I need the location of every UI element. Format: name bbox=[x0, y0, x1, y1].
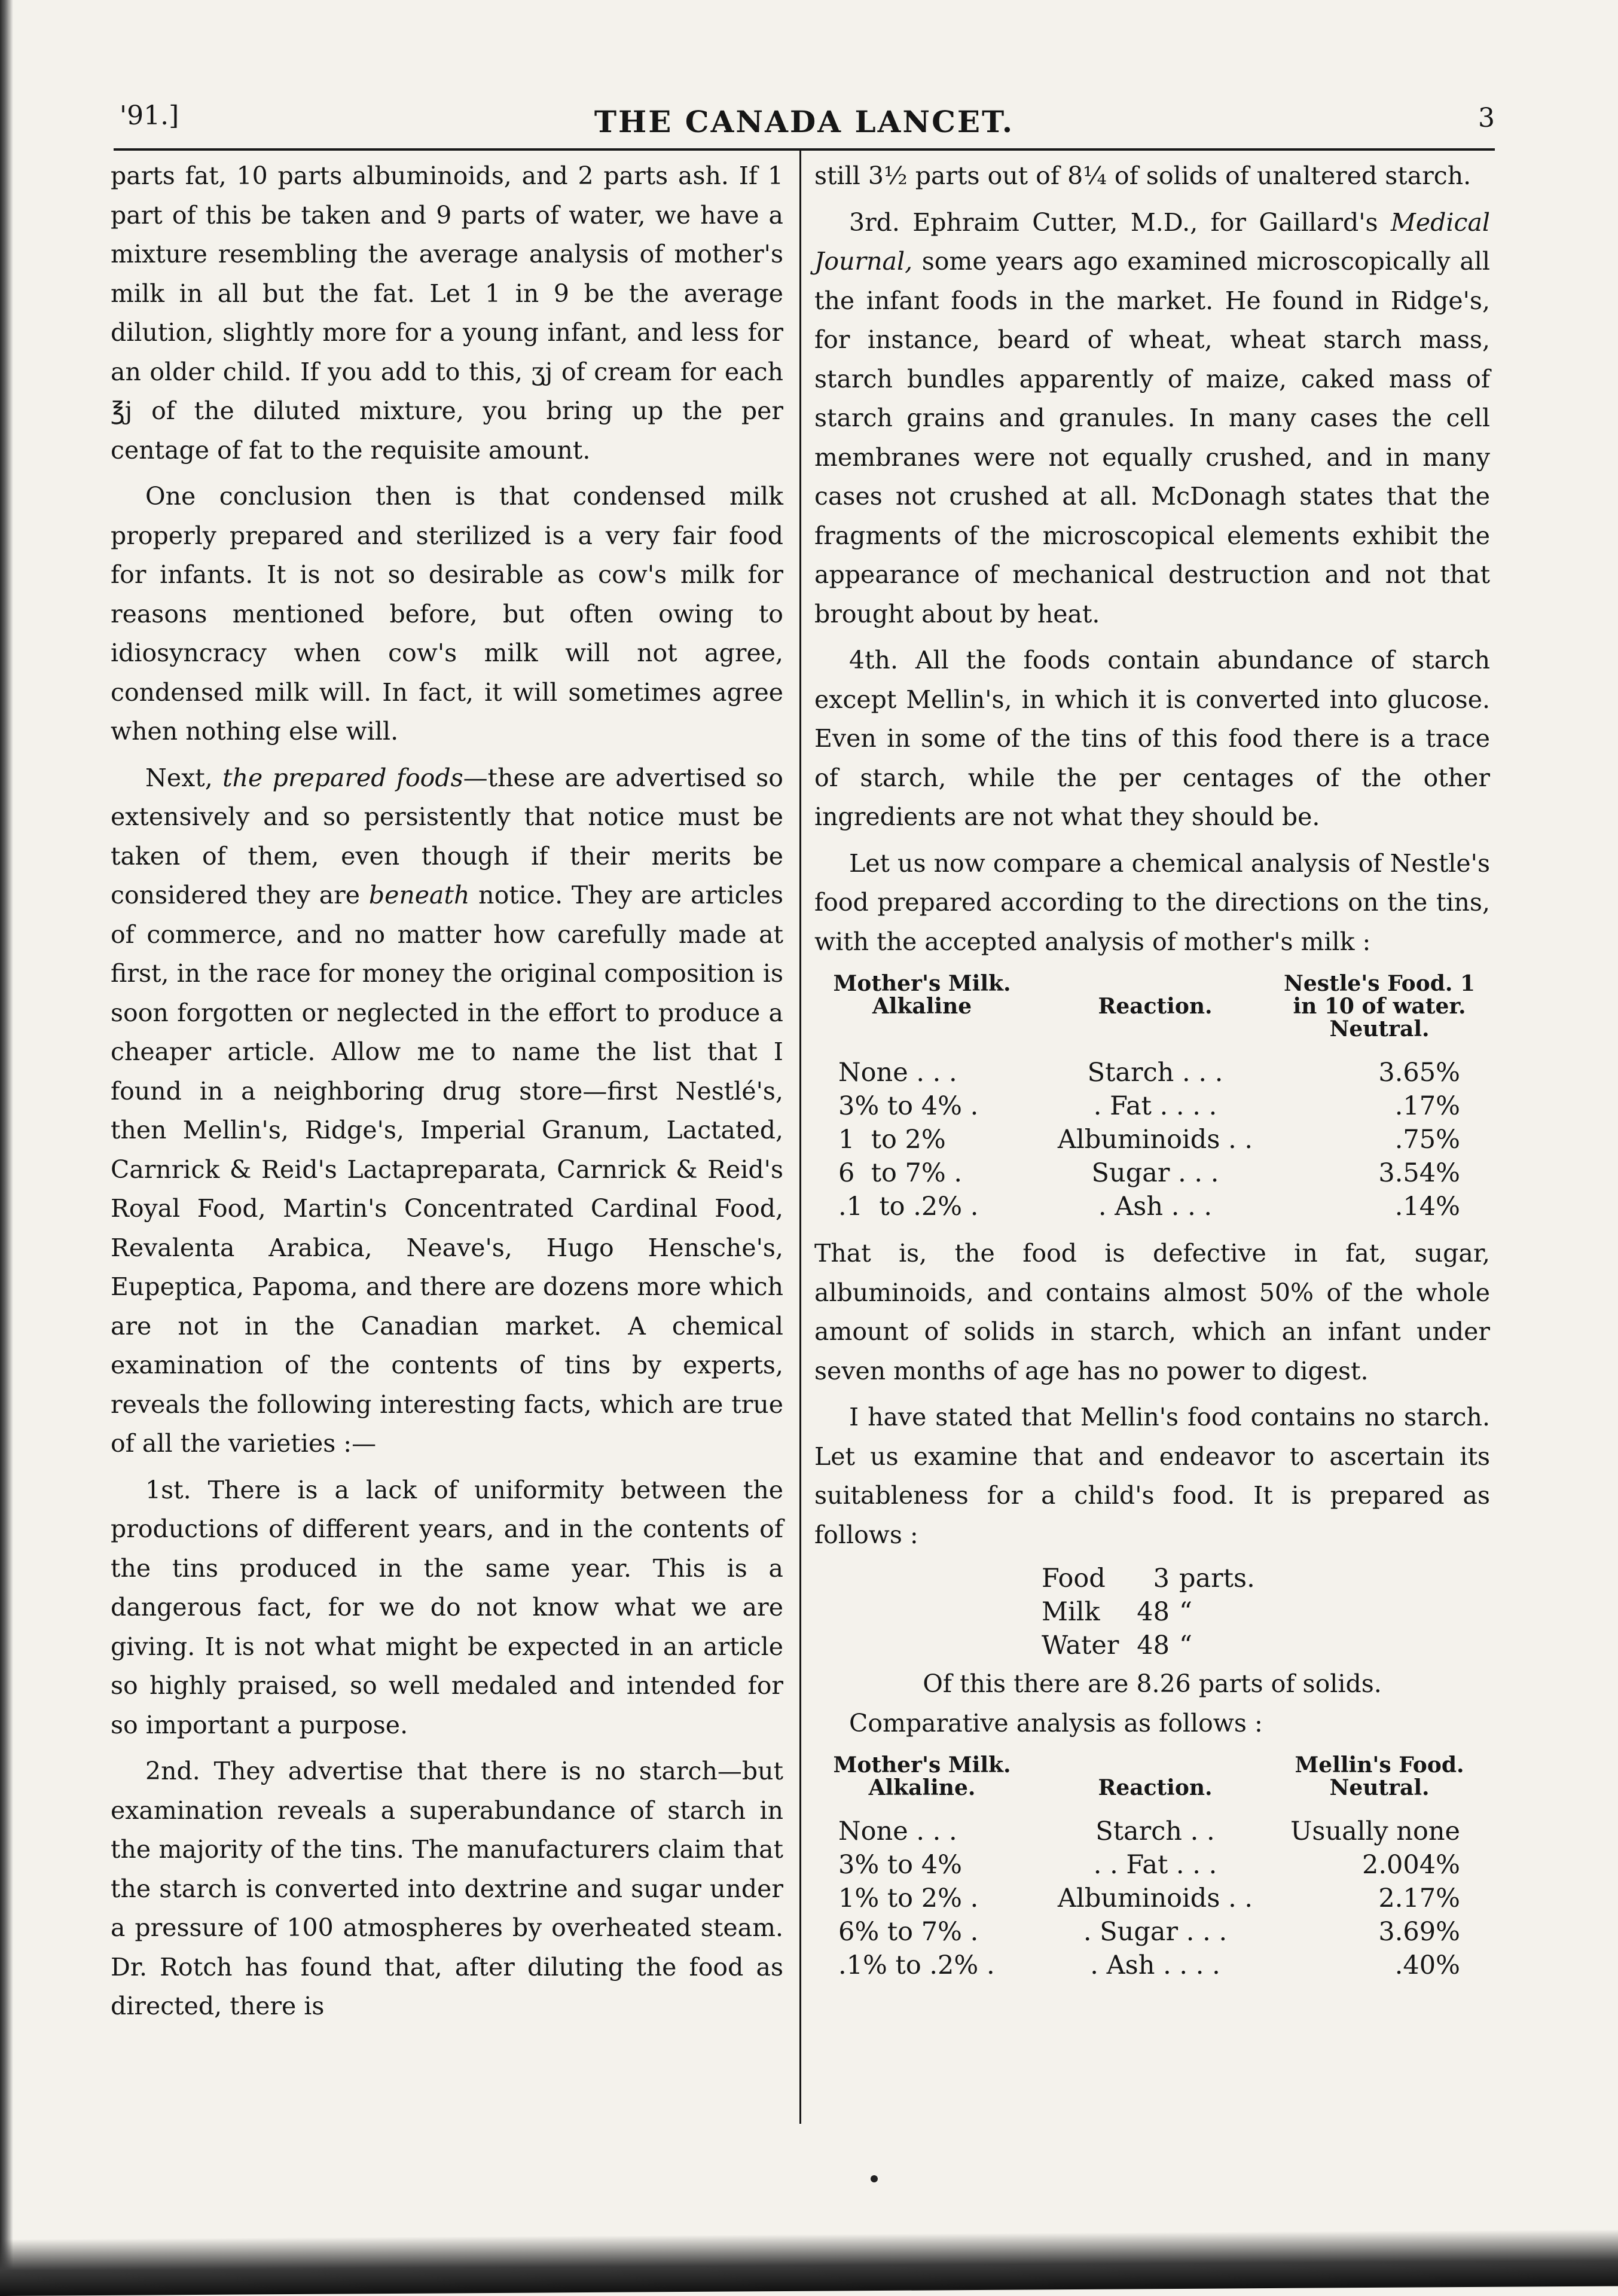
column-header: Reaction. bbox=[1098, 1775, 1213, 1800]
column-header: Mellin's Food. Neutral. bbox=[1295, 1752, 1464, 1800]
right-column bbox=[814, 157, 1490, 1993]
column-divider bbox=[799, 151, 801, 2124]
solids-line: Of this there are 8.26 parts of solids. bbox=[923, 1669, 1382, 1698]
paragraph: 2nd. They advertise that there is no starch—but examination reveals a superabundance of starch in the majority of the tins. The manufacturers claim that the starch is converted into dextrine and sugar under a pressure of 100 atmospheres by overheated steam. Dr. Rotch has found that, after diluting the food as directed, there is bbox=[111, 1757, 783, 2020]
recipe-row: Food 3 parts. bbox=[1042, 1564, 1255, 1593]
recipe-row: Water 48 “ bbox=[1042, 1631, 1192, 1660]
column-header: Nestle's Food. 1 in 10 of water. Neutral. bbox=[1283, 971, 1475, 1042]
table-row: 1 to 2% Albuminoids . . .75% bbox=[838, 1125, 1460, 1155]
italic-text: Medical Journal, bbox=[814, 207, 1490, 276]
ink-dot bbox=[871, 2175, 878, 2182]
page-header bbox=[114, 96, 1495, 144]
paragraph: 4th. All the foods contain abundance of starch except Mellin's, in which it is converted into glucose. Even in some of the tins of this food there is a trace of starch, while the per centages of the other ingredients are not what they should be. bbox=[814, 646, 1490, 831]
scan-left-edge bbox=[0, 0, 13, 2296]
italic-text: beneath bbox=[368, 881, 470, 909]
comparative-line: Comparative analysis as follows : bbox=[849, 1708, 1263, 1738]
paragraph: still 3½ parts out of 8¼ of solids of unaltered starch. bbox=[814, 161, 1472, 190]
column-header: Reaction. bbox=[1098, 994, 1213, 1019]
table-row: .1 to .2% . . Ash . . . .14% bbox=[838, 1192, 1460, 1222]
table-row: .1% to .2% . . Ash . . . . .40% bbox=[838, 1950, 1460, 1980]
table-row: 3% to 4% . . Fat . . . . .17% bbox=[838, 1091, 1460, 1121]
nestle-analysis-table bbox=[814, 972, 1490, 1223]
mellin-analysis-table bbox=[814, 1754, 1490, 1982]
header-date: '91.] bbox=[120, 100, 179, 131]
table-header bbox=[814, 972, 1490, 1040]
paragraph: 3rd. Ephraim Cutter, M.D., for Gaillard's Medical Journal, some years ago examined microscopically all the infant foods in the market. He found in Ridge's, for instance, beard of wheat, wheat starch mass, starch bundles apparently of maize, caked mass of starch grains and granules. In many cases the cell membranes were not equally crushed, and in many cases not crushed at all. McDonagh states that the fragments of the microscopical elements exhibit the appearance of mechanical destruction and not that brought about by heat. bbox=[814, 207, 1490, 628]
paragraph: That is, the food is defective in fat, sugar, albuminoids, and contains almost 50% of the whole amount of solids in starch, which an infant under seven months of age has no power to digest. bbox=[814, 1239, 1490, 1385]
table-header bbox=[814, 1754, 1490, 1799]
table-row: 6 to 7% . Sugar . . . 3.54% bbox=[838, 1158, 1460, 1188]
table-row: None . . . Starch . . Usually none bbox=[838, 1816, 1460, 1846]
table-row: 1% to 2% . Albuminoids . . 2.17% bbox=[838, 1883, 1460, 1913]
header-rule bbox=[114, 148, 1495, 151]
scan-bottom-edge bbox=[0, 2229, 1618, 2296]
mellin-recipe bbox=[1042, 1562, 1490, 1662]
column-header: Mother's Milk. Alkaline. bbox=[833, 1752, 1011, 1800]
paragraph: 1st. There is a lack of uniformity between the productions of different years, and in the contents of the tins produced in the same year. This is a dangerous fact, for we do not know what we are giving. It is not what might be expected in an article so highly praised, so well medaled and intended for so important a purpose. bbox=[111, 1475, 783, 1739]
page-number: 3 bbox=[1478, 103, 1495, 133]
paragraph: Next, the prepared foods—these are advertised so extensively and so persistently that notice must be taken of them, even though if their merits be considered they are beneath notice. They are articles of commerce, and no matter how carefully made at first, in the race for money the original composition is soon forgotten or neglected in the effort to produce a cheaper article. Allow me to name the list that I found in a neighboring drug store—first Nestlé's, then Mellin's, Ridge's, Imperial Granum, Lactated, Carnrick & Reid's Lactapreparata, Carnrick & Reid's Royal Food, Martin's Concentrated Cardinal Food, Revalenta Arabica, Neave's, Hugo Hensche's, Eupeptica, Papoma, and there are dozens more which are not in the Canadian market. A chemical examination of the contents of tins by experts, reveals the following interesting facts, which are true of all the varieties :— bbox=[111, 763, 783, 1458]
paragraph: Let us now compare a chemical analysis of Nestle's food prepared according to the directions on the tins, with the accepted analysis of mother's milk : bbox=[814, 848, 1490, 956]
left-column bbox=[111, 157, 783, 2034]
italic-text: the prepared foods bbox=[222, 763, 463, 792]
paragraph: I have stated that Mellin's food contains no starch. Let us examine that and endeavor to ascertain its suitableness for a child's food. It is prepared as follows : bbox=[814, 1403, 1490, 1549]
table-row: 6% to 7% . . Sugar . . . 3.69% bbox=[838, 1917, 1460, 1947]
column-header: Mother's Milk. Alkaline bbox=[833, 971, 1011, 1019]
journal-title: THE CANADA LANCET. bbox=[594, 104, 1015, 139]
table-row: None . . . Starch . . . 3.65% bbox=[838, 1058, 1460, 1088]
recipe-row: Milk 48 “ bbox=[1042, 1597, 1192, 1627]
paragraph: One conclusion then is that condensed milk properly prepared and sterilized is a very fair food for infants. It is not so desirable as cow's milk for reasons mentioned before, but often owing to idiosyncracy when cow's milk will not agree, condensed milk will. In fact, it will sometimes agree when nothing else will. bbox=[111, 482, 783, 746]
table-row: 3% to 4% . . Fat . . . 2.004% bbox=[838, 1850, 1460, 1880]
paragraph: parts fat, 10 parts albuminoids, and 2 parts ash. If 1 part of this be taken and 9 parts of water, we have a mixture resembling the average analysis of mother's milk in all but the fat. Let 1 in 9 be the average dilution, slightly more for a young infant, and less for an older child. If you add to this, ʒj of cream for each ℥j of the diluted mixture, you bring up the per centage of fat to the requisite amount. bbox=[111, 161, 783, 465]
